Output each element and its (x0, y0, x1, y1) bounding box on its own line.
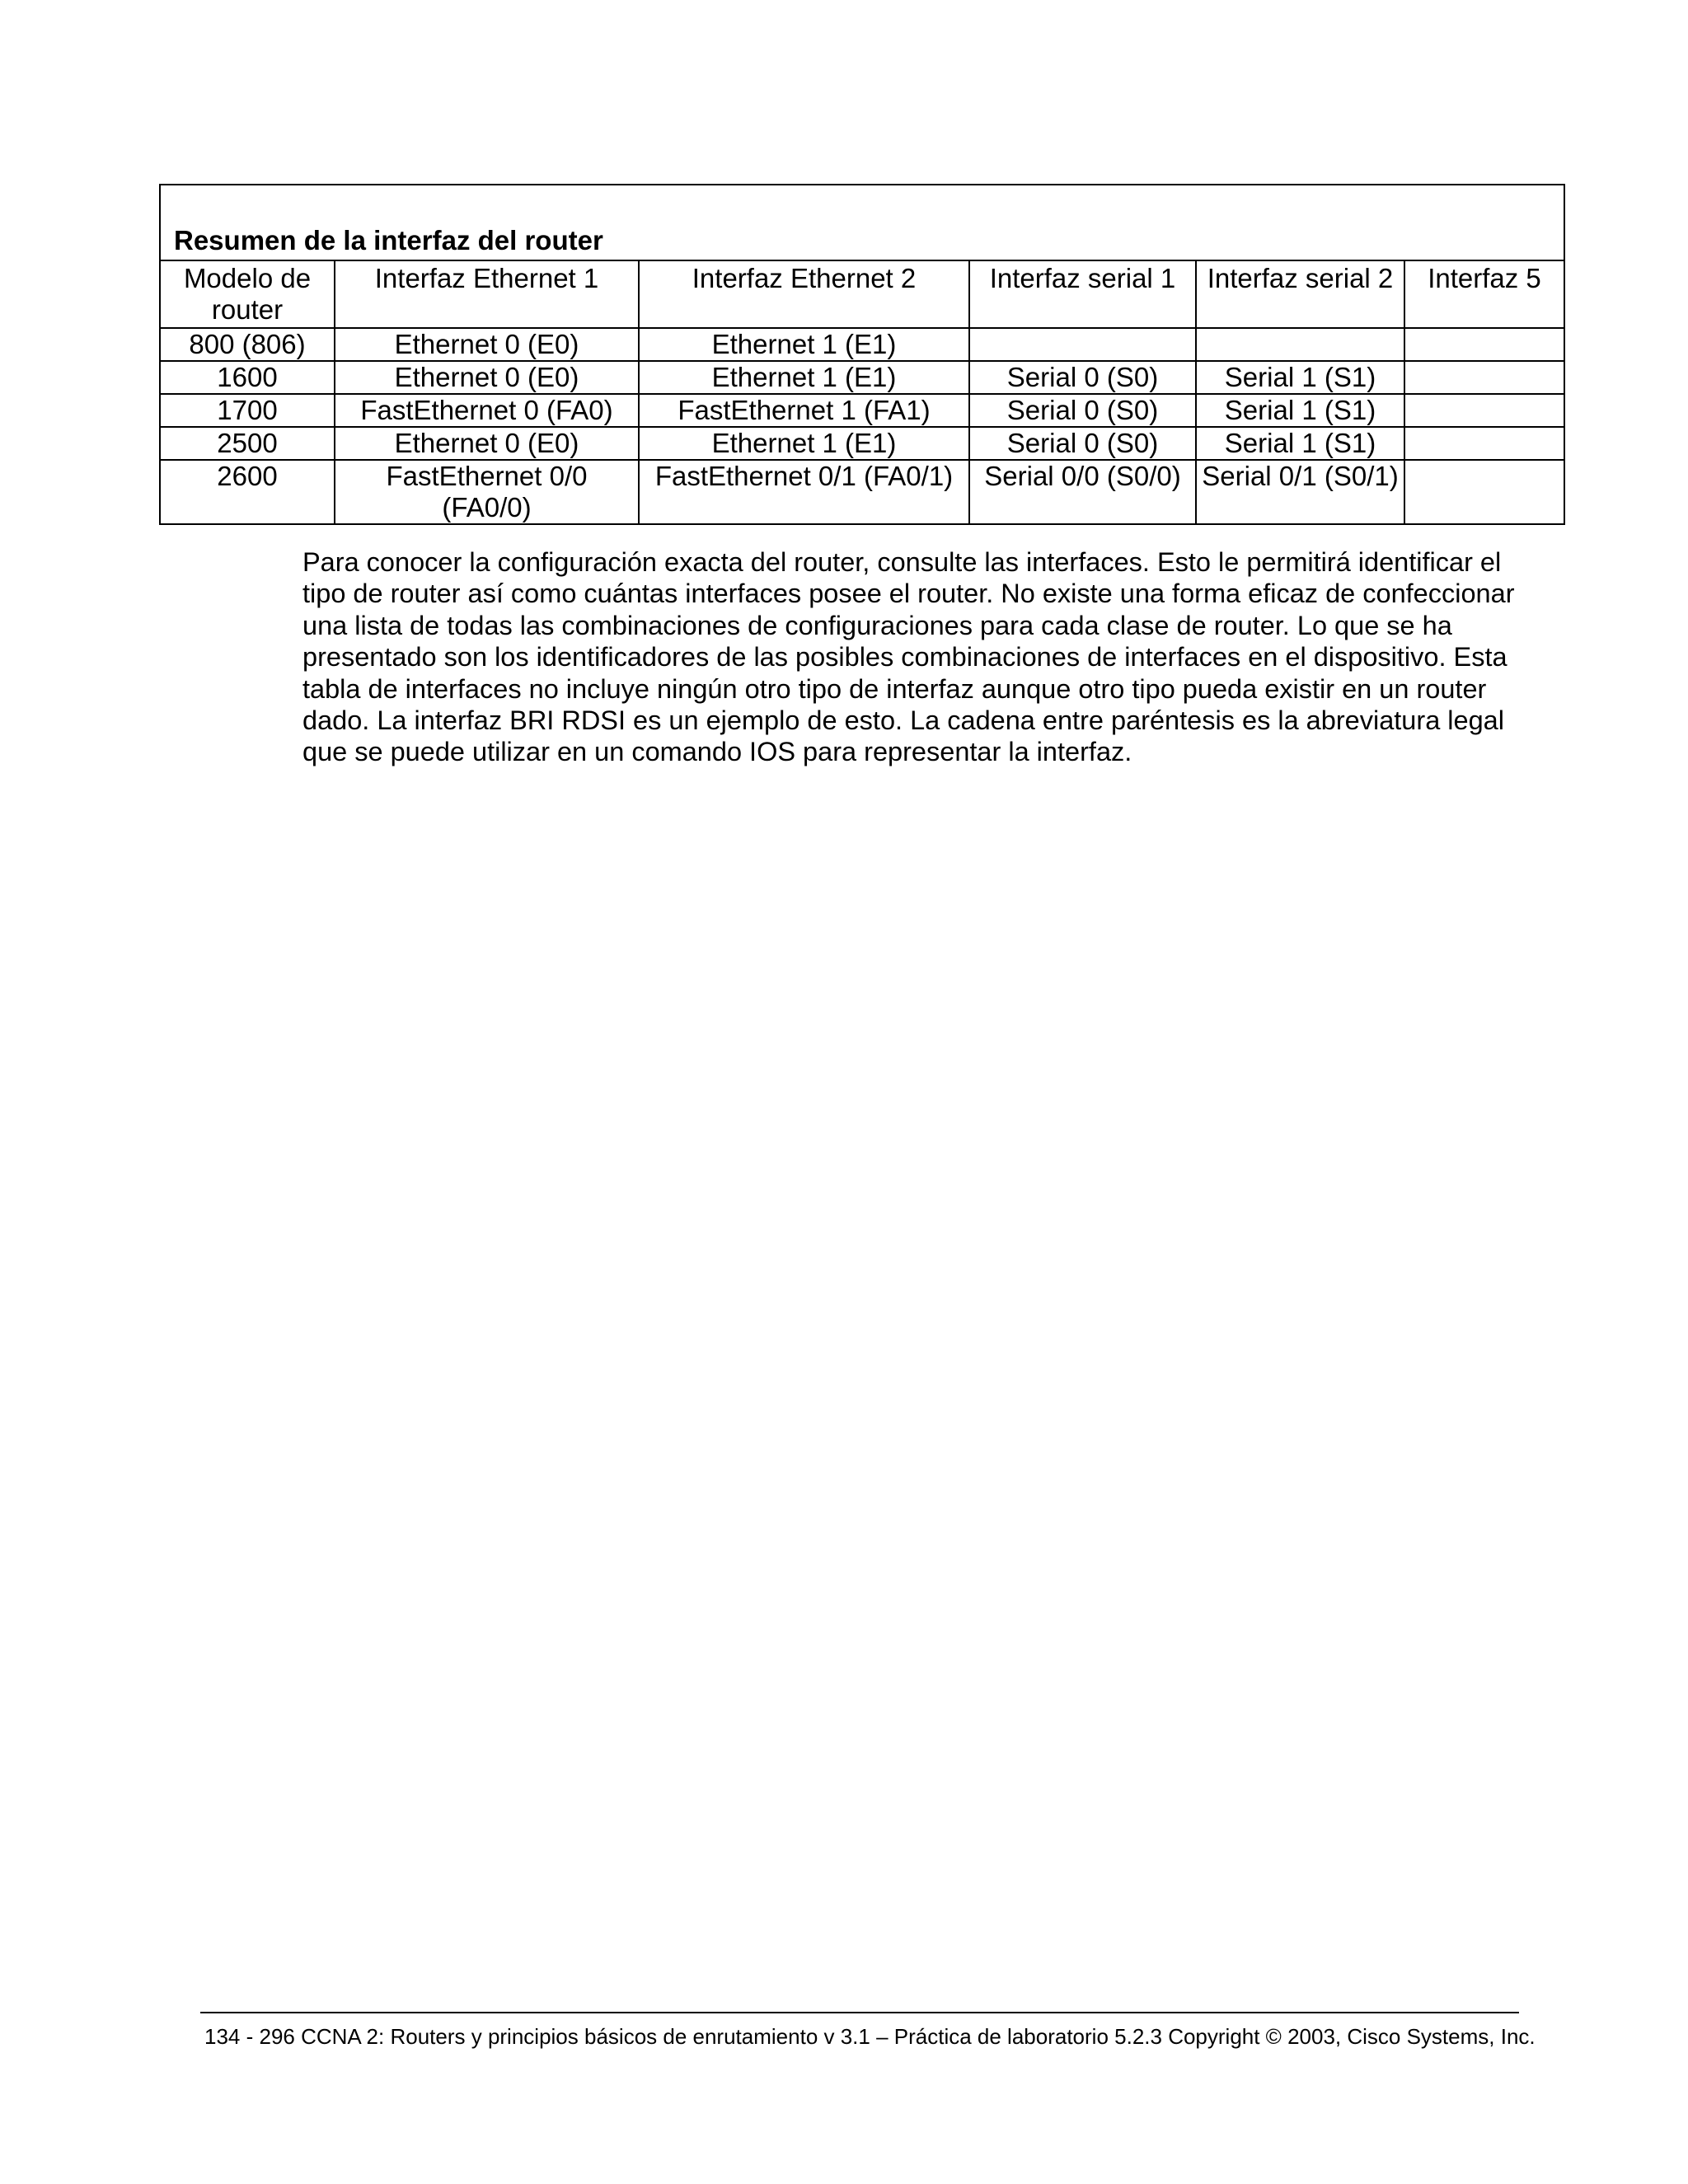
footer-divider (200, 2012, 1519, 2013)
cell-serial-2: Serial 1 (S1) (1196, 427, 1404, 460)
table-row (160, 427, 1564, 460)
header-serial-2: Interfaz serial 2 (1196, 260, 1404, 328)
cell-ethernet-2: FastEthernet 0/1 (FA0/1) (639, 460, 969, 524)
cell-serial-2: Serial 1 (S1) (1196, 394, 1404, 427)
page-footer: 134 - 296 CCNA 2: Routers y principios básicos de enrutamiento v 3.1 – Práctica de laboratorio 5.2.3 Copyright © 2003, Cisco Systems, Inc. (204, 2024, 1536, 2049)
table-row (160, 460, 1564, 524)
cell-serial-1: Serial 0 (S0) (969, 394, 1196, 427)
cell-model: 1700 (160, 394, 335, 427)
body-paragraph: Para conocer la configuración exacta del router, consulte las interfaces. Esto le permitirá identificar el tipo de router así como cuántas interfaces posee el router. No existe una forma eficaz de confeccionar una lista de todas las combinaciones de configuraciones para cada clase de router. Lo que se ha presentado son los identificadores de las posibles combinaciones de interfaces en el dispositivo. Esta tabla de interfaces no incluye ningún otro tipo de interfaz aunque otro tipo pueda existir en un router dado. La interfaz BRI RDSI es un ejemplo de esto. La cadena entre paréntesis es la abreviatura legal que se puede utilizar en un comando IOS para representar la interfaz. (302, 547, 1515, 767)
cell-ethernet-2: Ethernet 1 (E1) (639, 427, 969, 460)
cell-interface-5 (1404, 427, 1564, 460)
cell-model: 2600 (160, 460, 335, 524)
cell-interface-5 (1404, 361, 1564, 394)
cell-ethernet-1: Ethernet 0 (E0) (335, 427, 639, 460)
table-row (160, 361, 1564, 394)
cell-serial-2: Serial 0/1 (S0/1) (1196, 460, 1404, 524)
cell-serial-1: Serial 0 (S0) (969, 361, 1196, 394)
table-row (160, 328, 1564, 361)
table-title: Resumen de la interfaz del router (160, 185, 1564, 260)
cell-model: 1600 (160, 361, 335, 394)
cell-model: 800 (806) (160, 328, 335, 361)
cell-ethernet-2: Ethernet 1 (E1) (639, 361, 969, 394)
cell-ethernet-1: Ethernet 0 (E0) (335, 361, 639, 394)
header-serial-1: Interfaz serial 1 (969, 260, 1196, 328)
cell-serial-2: Serial 1 (S1) (1196, 361, 1404, 394)
cell-ethernet-2: Ethernet 1 (E1) (639, 328, 969, 361)
header-interface-5: Interfaz 5 (1404, 260, 1564, 328)
cell-serial-1: Serial 0 (S0) (969, 427, 1196, 460)
cell-interface-5 (1404, 460, 1564, 524)
cell-serial-2 (1196, 328, 1404, 361)
cell-ethernet-1: FastEthernet 0 (FA0) (335, 394, 639, 427)
table-title-row (160, 185, 1564, 260)
router-interface-table (159, 184, 1565, 525)
header-ethernet-1: Interfaz Ethernet 1 (335, 260, 639, 328)
header-router-model: Modelo de router (160, 260, 335, 328)
cell-interface-5 (1404, 394, 1564, 427)
cell-ethernet-2: FastEthernet 1 (FA1) (639, 394, 969, 427)
cell-serial-1: Serial 0/0 (S0/0) (969, 460, 1196, 524)
cell-interface-5 (1404, 328, 1564, 361)
cell-serial-1 (969, 328, 1196, 361)
cell-ethernet-1: Ethernet 0 (E0) (335, 328, 639, 361)
table-row (160, 394, 1564, 427)
header-ethernet-2: Interfaz Ethernet 2 (639, 260, 969, 328)
table-header-row (160, 260, 1564, 328)
cell-model: 2500 (160, 427, 335, 460)
cell-ethernet-1: FastEthernet 0/0 (FA0/0) (335, 460, 639, 524)
